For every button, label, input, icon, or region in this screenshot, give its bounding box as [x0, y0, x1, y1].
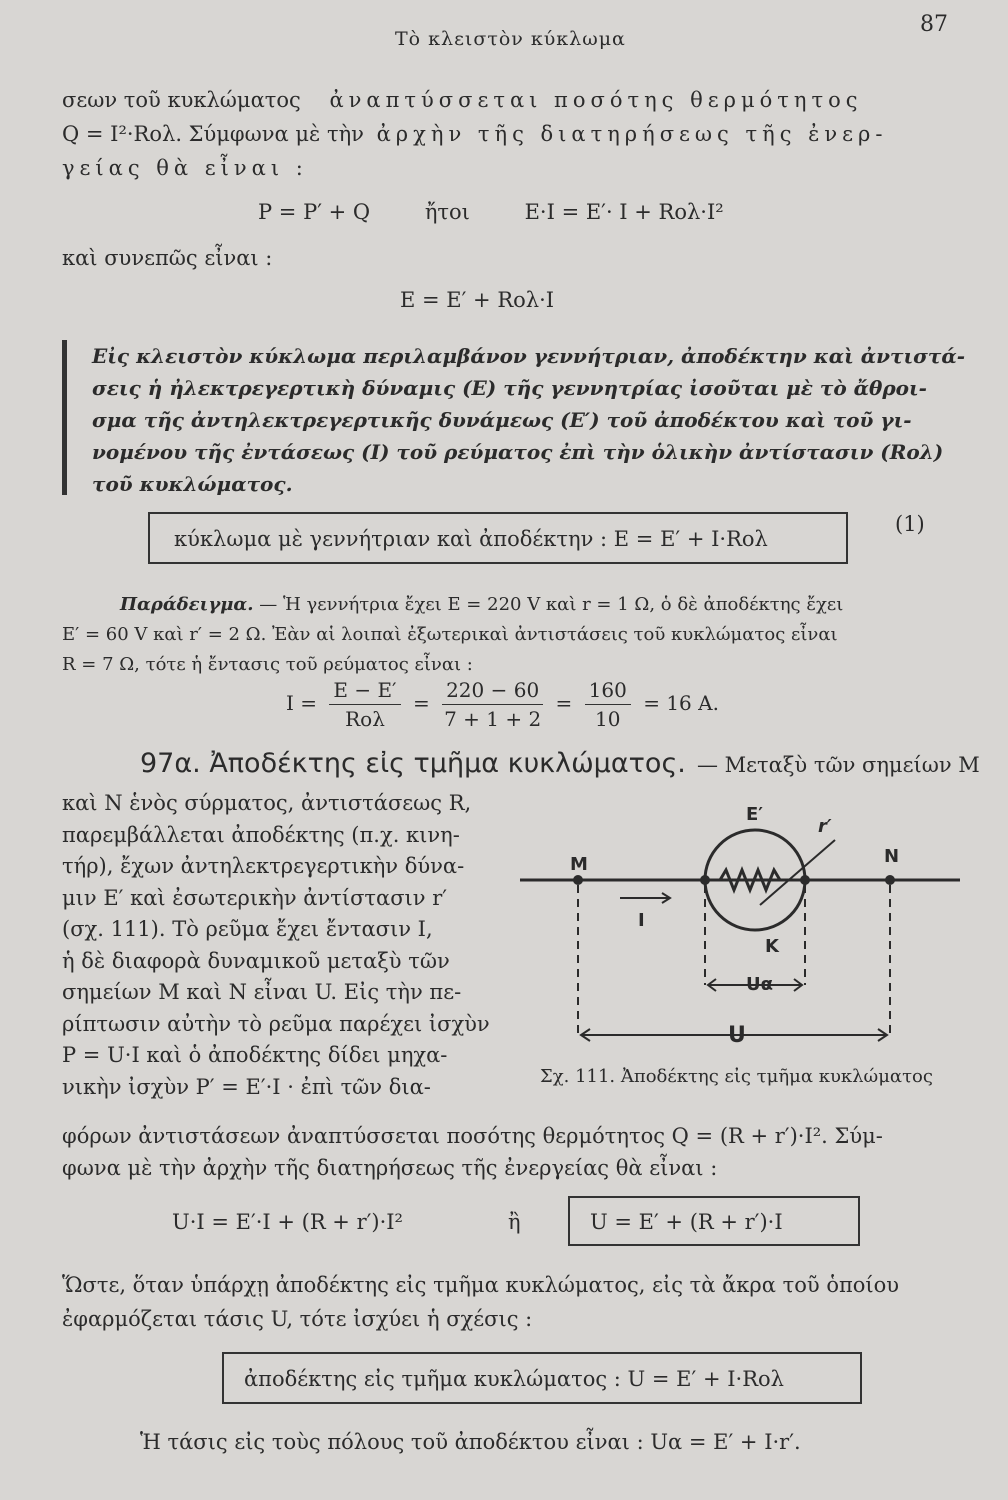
example-line: E′ = 60 V καὶ r′ = 2 Ω. Ἐὰν αἱ λοιπαὶ ἐξωτερικαὶ ἀντιστάσεις τοῦ κυκλώματος εἶναι: [62, 624, 838, 645]
fraction-numerator: 220 − 60: [442, 676, 543, 705]
section-heading: [140, 748, 980, 781]
text-fragment: ἀναπτύσσεται ποσότης θερμότητος: [329, 88, 863, 112]
section-title-tail: — Μεταξὺ τῶν σημείων M: [696, 753, 980, 777]
label-E: E′: [746, 804, 764, 825]
text-line: Ὥστε, ὅταν ὑπάρχῃ ἀποδέκτης εἰς τμῆμα κυκλώματος, εἰς τὰ ἄκρα τοῦ ὁποίου: [62, 1273, 900, 1297]
text-fragment: Q = I²·Rολ. Σύμφωνα μὲ τὴν: [62, 122, 364, 146]
fraction-numerator: E − E′: [329, 676, 400, 705]
running-head: Τὸ κλειστὸν κύκλωμα: [395, 28, 626, 50]
calculation: [286, 676, 719, 733]
example-line: R = 7 Ω, τότε ἡ ἔντασις τοῦ ρεύματος εἶναι :: [62, 654, 473, 675]
fraction-denominator: 10: [595, 707, 621, 731]
fraction: [329, 676, 400, 733]
example-text: — Ἡ γεννήτρια ἔχει E = 220 V καὶ r = 1 Ω, ὁ δὲ ἀποδέκτης ἔχει: [259, 594, 844, 615]
text-line: ἡ δὲ διαφορὰ δυναμικοῦ μεταξὺ τῶν: [62, 948, 450, 973]
formula-text: κύκλωμα μὲ γεννήτριαν καὶ ἀποδέκτην : E = E′ + I·Rολ: [174, 527, 768, 551]
paragraph-full: [62, 1120, 883, 1184]
node-M: [573, 875, 583, 885]
circuit-figure: [510, 790, 970, 1060]
node-N: [885, 875, 895, 885]
text-line: νικὴν ἰσχὺν P′ = E′·I · ἐπὶ τῶν δια-: [62, 1074, 431, 1099]
text-line: Ἡ τάσις εἰς τοὺς πόλους τοῦ ἀποδέκτου εἶναι : Uα = E′ + I·r′.: [140, 1430, 801, 1454]
fraction: [442, 676, 543, 733]
equation: U·I = E′·I + (R + r′)·I²: [172, 1210, 403, 1234]
rule-line: νομένου τῆς ἐντάσεως (I) τοῦ ρεύματος ἐπὶ τὴν ὁλικὴν ἀντίστασιν (Rολ): [92, 440, 944, 464]
rule-statement: [92, 340, 965, 500]
text-line: καὶ συνεπῶς εἶναι :: [62, 246, 273, 270]
paragraph-left: [62, 788, 490, 1103]
formula-text: U = E′ + (R + r′)·I: [590, 1210, 783, 1234]
equation: E = E′ + Rολ·I: [400, 288, 555, 312]
rule-line: Εἰς κλειστὸν κύκλωμα περιλαμβάνον γεννήτριαν, ἀποδέκτην καὶ ἀντιστά-: [92, 344, 966, 368]
node-left: [700, 875, 710, 885]
equation: [258, 196, 724, 228]
text-fragment: ἀρχὴν τῆς διατηρήσεως τῆς ἐνερ-: [376, 122, 888, 146]
fraction-denominator: Rολ: [345, 707, 385, 731]
text-line: [62, 118, 888, 150]
equation-word: ἤτοι: [424, 200, 470, 224]
text-line: (σχ. 111). Τὸ ρεῦμα ἔχει ἔντασιν I,: [62, 917, 433, 941]
text-fragment: σεων τοῦ κυκλώματος: [62, 88, 301, 112]
text-line: γείας θὰ εἶναι :: [62, 156, 308, 180]
text-line: P = U·I καὶ ὁ ἀποδέκτης δίδει μηχα-: [62, 1043, 448, 1067]
text-line: φωνα μὲ τὴν ἀρχὴν τῆς διατηρήσεως τῆς ἐνεργείας θὰ εἶναι :: [62, 1156, 718, 1180]
page-number: 87: [920, 12, 948, 37]
text-line: μιν E′ καὶ ἐσωτερικὴν ἀντίστασιν r′: [62, 885, 448, 910]
rule-line: τοῦ κυκλώματος.: [92, 472, 293, 496]
formula-box: [222, 1352, 862, 1404]
text-line: [62, 84, 863, 116]
equals-sign: =: [412, 691, 430, 715]
rule-line: σμα τῆς ἀντηλεκτρεγερτικῆς δυνάμεως (E′) τοῦ ἀποδέκτου καὶ τοῦ γι-: [92, 408, 912, 432]
fraction: [585, 676, 631, 733]
label-r: r′: [818, 816, 832, 837]
example-line: [62, 590, 843, 620]
rule-line: σεις ἡ ἠλεκτρεγερτικὴ δύναμις (E) τῆς γεννητρίας ἰσοῦται μὲ τὸ ἄθροι-: [92, 376, 927, 400]
margin-bar: [62, 340, 67, 495]
text-line: τήρ), ἔχων ἀντηλεκτρεγερτικὴν δύνα-: [62, 854, 465, 878]
resistor-pointer: [760, 840, 835, 905]
section-title: 97α. Ἀποδέκτης εἰς τμῆμα κυκλώματος.: [140, 748, 686, 779]
formula-text: ἀποδέκτης εἰς τμῆμα κυκλώματος : U = E′ + I·Rολ: [244, 1367, 784, 1391]
formula-box: [568, 1196, 860, 1246]
equals-sign: =: [555, 691, 573, 715]
calc-result: = 16 A.: [643, 691, 719, 715]
figure-caption: Σχ. 111. Ἀποδέκτης εἰς τμῆμα κυκλώματος: [540, 1066, 933, 1087]
fraction-numerator: 160: [585, 676, 631, 705]
label-Ua: Uα: [746, 974, 773, 995]
calc-lhs: I =: [286, 691, 318, 715]
text-line: σημείων M καὶ N εἶναι U. Εἰς τὴν πε-: [62, 980, 462, 1004]
text-line: καὶ N ἑνὸς σύρματος, ἀντιστάσεως R,: [62, 791, 472, 815]
node-right: [800, 875, 810, 885]
example-label: Παράδειγμα.: [120, 594, 254, 615]
equation-number: (1): [895, 512, 925, 536]
formula-box: [148, 512, 848, 564]
label-I: I: [638, 910, 645, 931]
paragraph-full: [62, 1268, 899, 1336]
label-M: M: [570, 854, 588, 875]
text-line: ἐφαρμόζεται τάσις U, τότε ἰσχύει ἡ σχέσις :: [62, 1307, 533, 1331]
text-line: παρεμβάλλεται ἀποδέκτης (π.χ. κινη-: [62, 822, 460, 847]
text-line: ρίπτωσιν αὐτὴν τὸ ρεῦμα παρέχει ἰσχὺν: [62, 1011, 490, 1036]
text-line: φόρων ἀντιστάσεων ἀναπτύσσεται ποσότης θερμότητος Q = (R + r′)·I². Σύμ-: [62, 1124, 883, 1148]
equation-part: P = P′ + Q: [258, 200, 371, 224]
equation-word: ἢ: [508, 1210, 521, 1234]
example: [62, 590, 843, 680]
label-K: K: [765, 936, 779, 957]
label-U: U: [728, 1023, 746, 1048]
fraction-denominator: 7 + 1 + 2: [444, 707, 542, 731]
equation-part: E·I = E′· I + Rολ·I²: [524, 200, 724, 224]
label-N: N: [884, 846, 900, 867]
